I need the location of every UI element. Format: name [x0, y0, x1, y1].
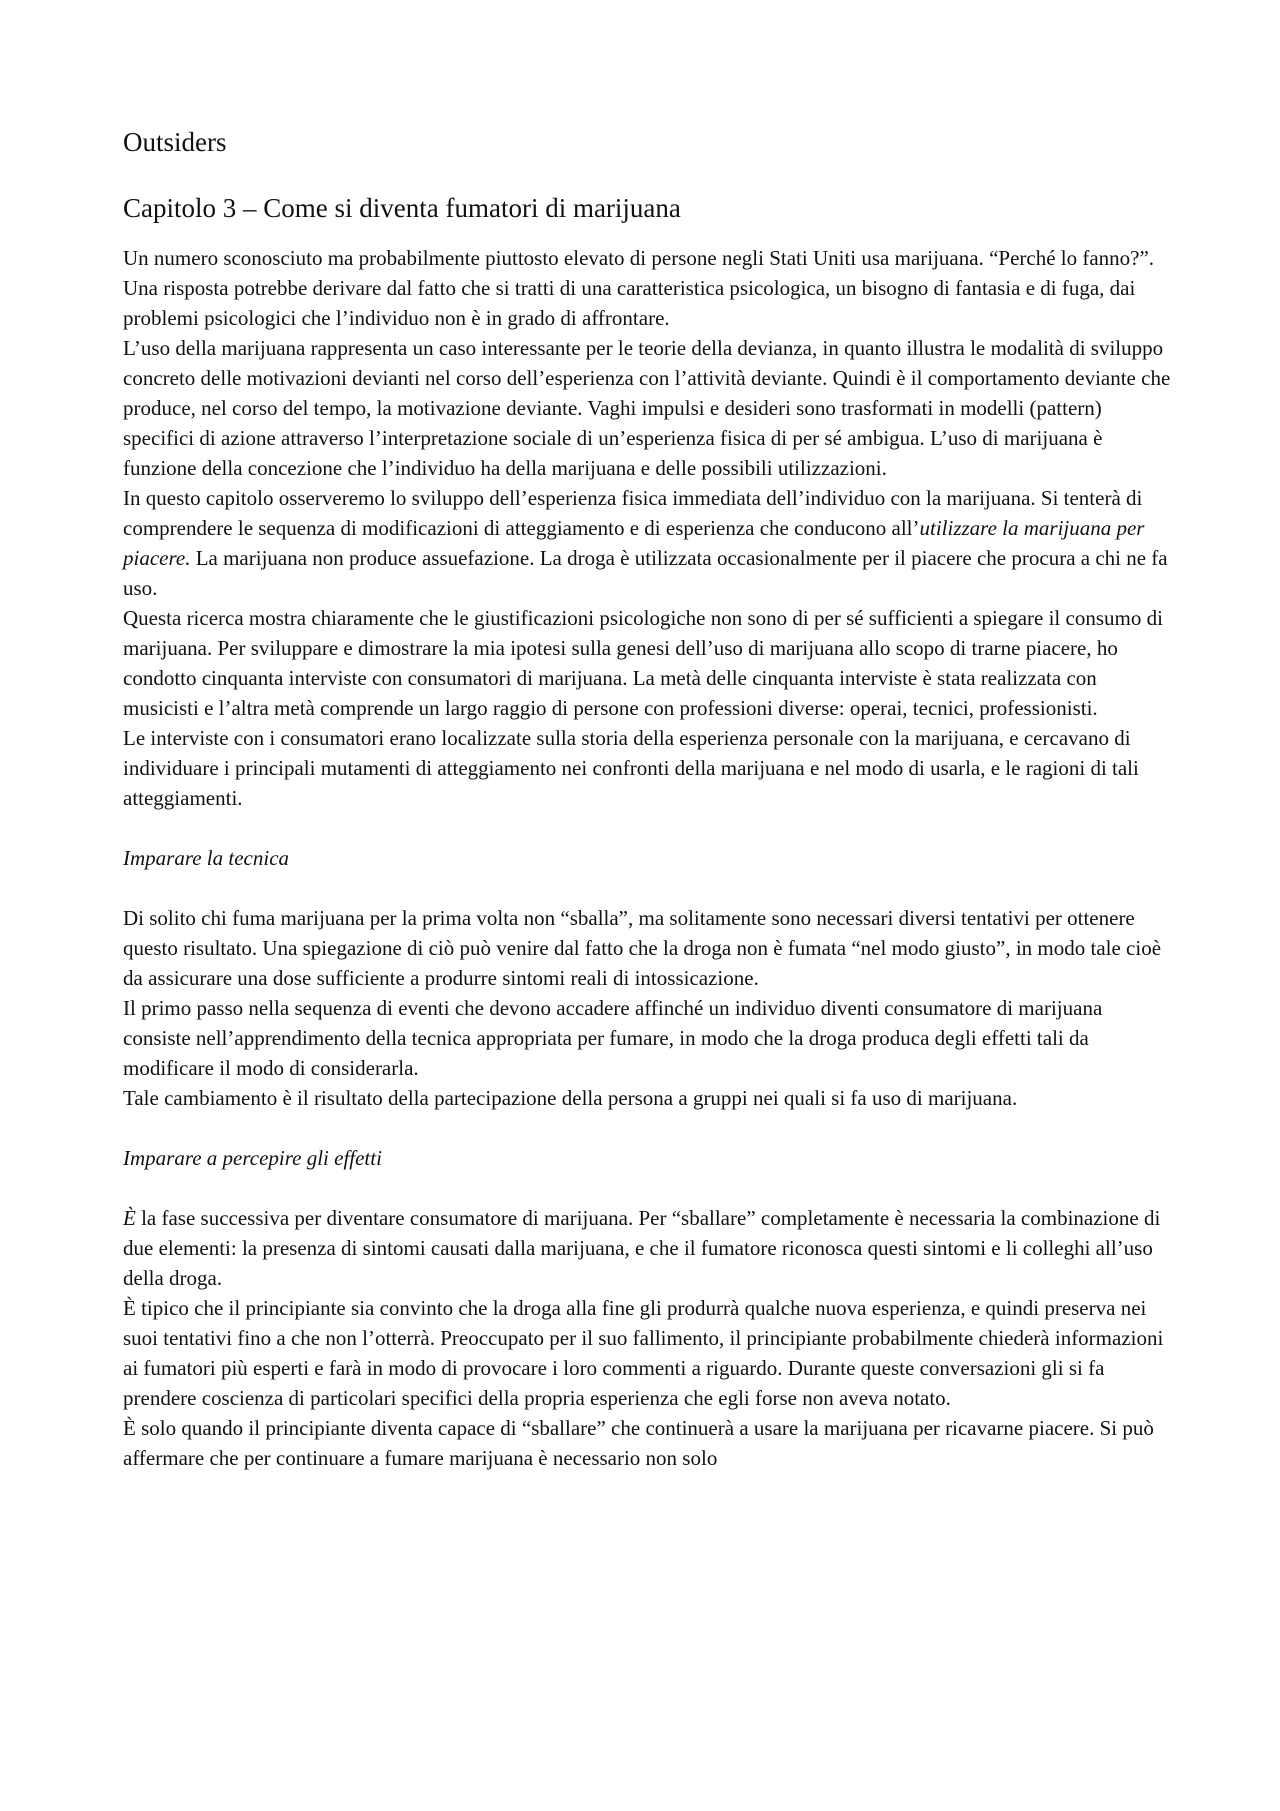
- intro-paragraph-1: Un numero sconosciuto ma probabilmente piuttosto elevato di persone negli Stati Uniti usa marijuana. “Perché lo fanno?”. Una risposta potrebbe derivare dal fatto che si tratti di una caratteristica psicologica, un bisogno di fantasia e di fuga, dai problemi psicologici che l’individuo non è in grado di affrontare.: [123, 246, 1155, 330]
- effetti-paragraph-1-emphasis: È: [123, 1206, 136, 1230]
- spacer: [123, 813, 1173, 843]
- document-content: [123, 124, 1173, 1473]
- spacer: [123, 1113, 1173, 1143]
- chapter-heading: Capitolo 3 – Come si diventa fumatori di marijuana: [123, 193, 681, 223]
- tecnica-paragraph-3: Tale cambiamento è il risultato della partecipazione della persona a gruppi nei quali si fa uso di marijuana.: [123, 1086, 1018, 1110]
- spacer: [123, 1173, 1173, 1203]
- tecnica-paragraph-2: Il primo passo nella sequenza di eventi che devono accadere affinché un individuo diventi consumatore di marijuana consiste nell’apprendimento della tecnica appropriata per fumare, in modo che la droga produca degli effetti tali da modificare il modo di considerarla.: [123, 996, 1103, 1080]
- effetti-paragraph-1: [123, 1203, 1173, 1293]
- intro-paragraph-3-emphasis: utilizzare la marijuana per piacere.: [123, 516, 1145, 570]
- intro-paragraph-3-text-a: In questo capitolo osserveremo lo sviluppo dell’esperienza fisica immediata dell’individuo con la marijuana. Si tenterà di comprendere le sequenza di modificazioni di atteggiamento e di esperienza che conducono all’: [123, 486, 1143, 540]
- intro-paragraph-3: [123, 483, 1173, 603]
- intro-paragraph-2: L’uso della marijuana rappresenta un caso interessante per le teorie della devianza, in quanto illustra le modalità di sviluppo concreto delle motivazioni devianti nel corso dell’esperienza con l’attività deviante. Quindi è il comportamento deviante che produce, nel corso del tempo, la motivazione deviante. Vaghi impulsi e desideri sono trasformati in modelli (pattern) specifici di azione attraverso l’interpretazione sociale di un’esperienza fisica di per sé ambigua. L’uso di marijuana è funzione della concezione che l’individuo ha della marijuana e delle possibili utilizzazioni.: [123, 336, 1171, 480]
- document-title: Outsiders: [123, 127, 227, 157]
- intro-paragraph-3-text-b: La marijuana non produce assuefazione. La droga è utilizzata occasionalmente per il piacere che procura a chi ne fa uso.: [123, 546, 1168, 600]
- effetti-paragraph-1-text: la fase successiva per diventare consumatore di marijuana. Per “sballare” completamente è necessaria la combinazione di due elementi: la presenza di sintomi causati dalla marijuana, e che il fumatore riconosca questi sintomi e li colleghi all’uso della droga.: [123, 1206, 1161, 1290]
- intro-paragraph-4: Questa ricerca mostra chiaramente che le giustificazioni psicologiche non sono di per sé sufficienti a spiegare il consumo di marijuana. Per sviluppare e dimostrare la mia ipotesi sulla genesi dell’uso di marijuana allo scopo di trarne piacere, ho condotto cinquanta interviste con consumatori di marijuana. La metà delle cinquanta interviste è stata realizzata con musicisti e l’altra metà comprende un largo raggio di persone con professioni diverse: operai, tecnici, professionisti.: [123, 606, 1163, 720]
- section-heading-effetti: Imparare a percepire gli effetti: [123, 1146, 382, 1170]
- intro-paragraph-5: Le interviste con i consumatori erano localizzate sulla storia della esperienza personale con la marijuana, e cercavano di individuare i principali mutamenti di atteggiamento nei confronti della marijuana e nel modo di usarla, e le ragioni di tali atteggiamenti.: [123, 726, 1139, 810]
- tecnica-paragraph-1: Di solito chi fuma marijuana per la prima volta non “sballa”, ma solitamente sono necessari diversi tentativi per ottenere questo risultato. Una spiegazione di ciò può venire dal fatto che la droga non è fumata “nel modo giusto”, in modo tale cioè da assicurare una dose sufficiente a produrre sintomi reali di intossicazione.: [123, 906, 1162, 990]
- spacer: [123, 873, 1173, 903]
- section-heading-tecnica: Imparare la tecnica: [123, 846, 290, 870]
- effetti-paragraph-3: È solo quando il principiante diventa capace di “sballare” che continuerà a usare la marijuana per ricavarne piacere. Si può affermare che per continuare a fumare marijuana è necessario non solo: [123, 1416, 1154, 1470]
- effetti-paragraph-2: È tipico che il principiante sia convinto che la droga alla fine gli produrrà qualche nuova esperienza, e quindi preserva nei suoi tentativi fino a che non l’otterrà. Preoccupato per il suo fallimento, il principiante probabilmente chiederà informazioni ai fumatori più esperti e farà in modo di provocare i loro commenti a riguardo. Durante queste conversazioni gli si fa prendere coscienza di particolari specifici della propria esperienza che egli forse non aveva notato.: [123, 1296, 1164, 1410]
